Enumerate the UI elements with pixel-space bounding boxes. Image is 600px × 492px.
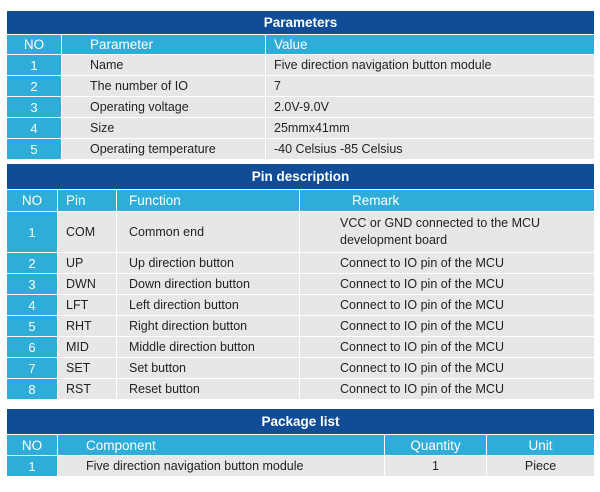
pin-function: Up direction button xyxy=(117,253,300,274)
row-number: 2 xyxy=(7,253,58,274)
row-number: 4 xyxy=(7,295,58,316)
parameters-table xyxy=(6,10,595,160)
pin-name: DWN xyxy=(58,274,117,295)
parameter-value: 7 xyxy=(266,76,595,97)
table-row xyxy=(7,295,595,316)
table-row xyxy=(7,379,595,400)
pin-name: MID xyxy=(58,337,117,358)
pin-name: UP xyxy=(58,253,117,274)
pin-function: Reset button xyxy=(117,379,300,400)
row-number: 4 xyxy=(7,118,62,139)
parameters-header-parameter: Parameter xyxy=(62,35,266,55)
pin-function: Set button xyxy=(117,358,300,379)
parameter-value: Five direction navigation button module xyxy=(266,55,595,76)
package-header-component: Component xyxy=(58,435,385,456)
pins-table xyxy=(6,163,595,400)
pin-function: Left direction button xyxy=(117,295,300,316)
row-number: 3 xyxy=(7,97,62,118)
parameters-header-value: Value xyxy=(266,35,595,55)
pin-remark: Connect to IO pin of the MCU xyxy=(300,295,595,316)
pin-function: Right direction button xyxy=(117,316,300,337)
parameter-name: Operating voltage xyxy=(62,97,266,118)
parameter-value: 2.0V-9.0V xyxy=(266,97,595,118)
pin-function: Common end xyxy=(117,212,300,253)
pin-remark: Connect to IO pin of the MCU xyxy=(300,253,595,274)
parameter-name: Name xyxy=(62,55,266,76)
parameter-name: The number of IO xyxy=(62,76,266,97)
package-header-quantity: Quantity xyxy=(385,435,487,456)
pin-name: LFT xyxy=(58,295,117,316)
parameters-header-no: NO xyxy=(7,35,62,55)
pin-name: RHT xyxy=(58,316,117,337)
pin-function: Middle direction button xyxy=(117,337,300,358)
package-header-unit: Unit xyxy=(487,435,595,456)
package-title: Package list xyxy=(7,409,595,435)
package-header-no: NO xyxy=(7,435,58,456)
row-number: 1 xyxy=(7,55,62,76)
row-number: 7 xyxy=(7,358,58,379)
row-number: 6 xyxy=(7,337,58,358)
package-unit: Piece xyxy=(487,456,595,477)
parameter-value: -40 Celsius -85 Celsius xyxy=(266,139,595,160)
pin-remark: Connect to IO pin of the MCU xyxy=(300,358,595,379)
row-number: 1 xyxy=(7,212,58,253)
table-row xyxy=(7,358,595,379)
pin-remark: VCC or GND connected to the MCU development board xyxy=(300,212,595,253)
pins-header-remark: Remark xyxy=(300,190,595,212)
row-number: 3 xyxy=(7,274,58,295)
pin-name: RST xyxy=(58,379,117,400)
table-row xyxy=(7,212,595,253)
package-table xyxy=(6,408,595,477)
pins-header-pin: Pin xyxy=(58,190,117,212)
row-number: 1 xyxy=(7,456,58,477)
row-number: 5 xyxy=(7,139,62,160)
table-row xyxy=(7,337,595,358)
parameter-value: 25mmx41mm xyxy=(266,118,595,139)
parameter-name: Operating temperature xyxy=(62,139,266,160)
table-row xyxy=(7,118,595,139)
row-number: 8 xyxy=(7,379,58,400)
table-row xyxy=(7,139,595,160)
parameter-name: Size xyxy=(62,118,266,139)
pin-remark: Connect to IO pin of the MCU xyxy=(300,316,595,337)
table-row xyxy=(7,97,595,118)
parameters-title: Parameters xyxy=(7,11,595,35)
pin-name: COM xyxy=(58,212,117,253)
table-row xyxy=(7,76,595,97)
pin-remark: Connect to IO pin of the MCU xyxy=(300,379,595,400)
row-number: 5 xyxy=(7,316,58,337)
table-row xyxy=(7,274,595,295)
table-row xyxy=(7,456,595,477)
pins-header-function: Function xyxy=(117,190,300,212)
package-component: Five direction navigation button module xyxy=(58,456,385,477)
pins-header-no: NO xyxy=(7,190,58,212)
table-row xyxy=(7,316,595,337)
row-number: 2 xyxy=(7,76,62,97)
table-row xyxy=(7,55,595,76)
pins-title: Pin description xyxy=(7,164,595,190)
package-quantity: 1 xyxy=(385,456,487,477)
pin-remark: Connect to IO pin of the MCU xyxy=(300,337,595,358)
pin-function: Down direction button xyxy=(117,274,300,295)
pin-remark: Connect to IO pin of the MCU xyxy=(300,274,595,295)
pin-name: SET xyxy=(58,358,117,379)
table-row xyxy=(7,253,595,274)
